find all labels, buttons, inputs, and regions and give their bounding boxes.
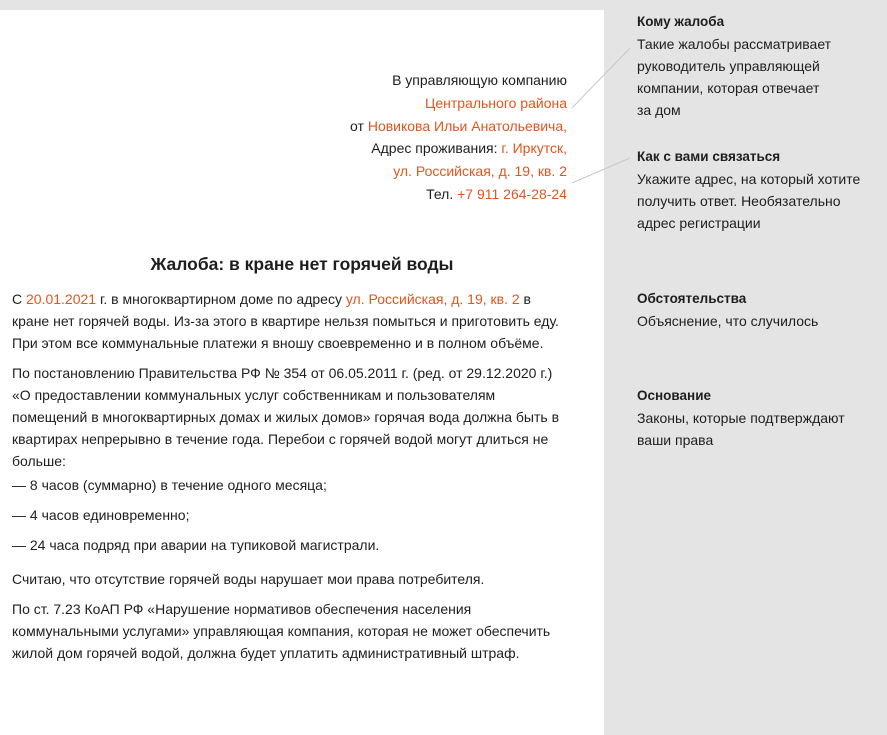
- note-heading: Кому жалоба: [637, 14, 725, 29]
- address-label: Адрес проживания:: [371, 140, 502, 157]
- addressee-line: В управляющую компанию: [392, 72, 567, 88]
- note-basis: [637, 385, 877, 451]
- note-circumstances: [637, 288, 877, 332]
- note-heading: Обстоятельства: [637, 291, 747, 306]
- text-span: в кране нет горячей воды. Из-за этого в квартире нельзя помыться и приготовить еду. При этом все коммунальные платежи я вношу своевременно и в полном объёме.: [12, 291, 559, 351]
- complaint-title: Жалоба: в кране нет горячей воды: [150, 254, 454, 274]
- rights-paragraph: Считаю, что отсутствие горячей воды нарушает мои права потребителя.: [12, 571, 485, 587]
- company-district: Центрального района: [424, 94, 567, 111]
- phone-label: Тел.: [426, 185, 458, 202]
- text-span: С: [12, 291, 26, 307]
- penalty-paragraph: По ст. 7.23 КоАП РФ «Нарушение нормативов обеспечения населения коммунальными услугами» управляющая компания, которая не может обеспечить жилой дом горячей водой, должна будет уплатить административный штраф.: [12, 601, 551, 661]
- note-text: Объяснение, что случилось: [637, 313, 819, 329]
- list-item: — 4 часов единовременно;: [12, 507, 190, 523]
- text-span: г. в многоквартирном доме по адресу: [96, 291, 346, 307]
- note-heading: Основание: [637, 388, 711, 403]
- callout-line-contact: [572, 158, 630, 183]
- note-text: Законы, которые подтверждают ваши права: [637, 410, 845, 448]
- note-recipient: [637, 11, 877, 121]
- list-item: — 24 часа подряд при аварии на тупиковой магистрали.: [12, 537, 380, 553]
- outage-date: 20.01.2021: [26, 291, 97, 307]
- address-street: ул. Российская, д. 19, кв. 2: [393, 163, 567, 180]
- note-text: Укажите адрес, на который хотите получить ответ. Необязательно адрес регистрации: [637, 171, 861, 231]
- sender-name: Новикова Ильи Анатольевича,: [367, 117, 567, 134]
- note-text: Такие жалобы рассматривает руководитель управляющей компании, которая отвечает за дом: [637, 36, 832, 118]
- legal-basis-paragraph: По постановлению Правительства РФ № 354 от 06.05.2011 г. (ред. от 29.12.2020 г.) «О предоставлении коммунальных услуг собственникам и пользователям помещений в многоквартирных домах и жилых домов» горячая вода должна быть в квартирах непрерывно в течение года. Перебои с горячей водой могут длиться не больше:: [12, 365, 560, 469]
- list-item: — 8 часов (суммарно) в течение одного месяца;: [12, 477, 327, 493]
- callout-line-recipient: [572, 48, 630, 108]
- address-city: г. Иркутск,: [501, 140, 567, 157]
- note-contact: [637, 146, 877, 234]
- from-prefix: от: [350, 117, 368, 134]
- note-heading: Как с вами связаться: [637, 149, 781, 164]
- outage-address: ул. Российская, д. 19, кв. 2: [345, 291, 520, 307]
- phone-number: +7 911 264-28-24: [457, 185, 567, 202]
